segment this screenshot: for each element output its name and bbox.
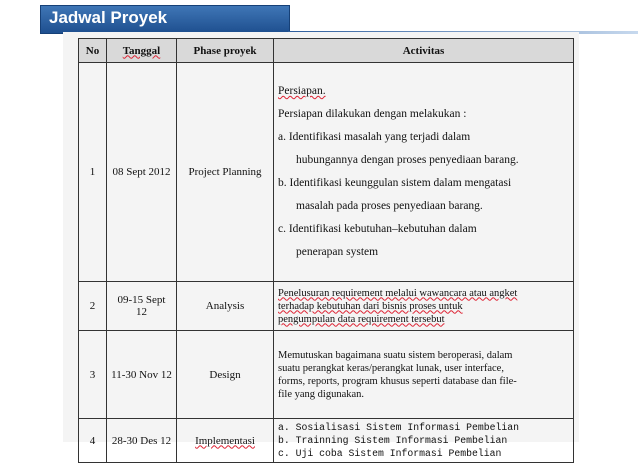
activity-line: Persiapan dilakukan dengan melakukan : bbox=[278, 108, 467, 120]
col-header-phase: Phase proyek bbox=[177, 39, 274, 63]
table-row bbox=[79, 63, 574, 282]
col-header-no: No bbox=[79, 39, 107, 63]
activity-line: hubungannya dengan proses penyediaan barang. bbox=[296, 154, 519, 166]
row-activitas bbox=[274, 282, 574, 331]
activity-line: file yang digunakan. bbox=[278, 388, 365, 400]
table-header-row bbox=[79, 39, 574, 63]
row-tanggal: 09-15 Sept 12 bbox=[107, 282, 177, 331]
col-header-tanggal: Tanggal bbox=[107, 39, 177, 63]
activity-line: Penelusuran requirement melalui wawancara atau angket bbox=[278, 287, 518, 299]
title-bar bbox=[40, 5, 290, 34]
table-row bbox=[79, 419, 574, 463]
activity-line: penerapan system bbox=[296, 246, 379, 258]
activity-line: pengumpulan data requirement tersebut bbox=[278, 313, 445, 325]
page-title: Jadwal Proyek bbox=[49, 8, 168, 27]
row-phase: Design bbox=[177, 331, 274, 419]
col-header-activitas: Activitas bbox=[274, 39, 574, 63]
activity-line: c. Uji coba Sistem Informasi Pembelian bbox=[278, 448, 502, 459]
row-tanggal: 08 Sept 2012 bbox=[107, 63, 177, 282]
activity-line: a. Identifikasi masalah yang terjadi dalam bbox=[278, 131, 471, 143]
table-row bbox=[79, 282, 574, 331]
row-no: 1 bbox=[79, 63, 107, 282]
activity-line: Persiapan. bbox=[278, 85, 326, 97]
activity-line: b. Identifikasi keunggulan sistem dalam mengatasi bbox=[278, 177, 512, 189]
row-tanggal: 28-30 Des 12 bbox=[107, 419, 177, 463]
activity-line: c. Identifikasi kebutuhan–kebutuhan dalam bbox=[278, 223, 477, 235]
activity-line: b. Trainning Sistem Informasi Pembelian bbox=[278, 435, 508, 446]
row-no: 2 bbox=[79, 282, 107, 331]
row-activitas bbox=[274, 63, 574, 282]
row-activitas bbox=[274, 419, 574, 463]
row-phase: Project Planning bbox=[177, 63, 274, 282]
activity-line: masalah pada proses penyediaan barang. bbox=[296, 200, 483, 212]
row-phase: Implementasi bbox=[177, 419, 274, 463]
activity-line: terhadap kebutuhan dari bisnis proses untuk bbox=[278, 300, 463, 312]
schedule-table bbox=[78, 38, 574, 463]
activity-line: suatu perangkat keras/perangkat lunak, user interface, bbox=[278, 362, 504, 374]
row-phase: Analysis bbox=[177, 282, 274, 331]
row-activitas bbox=[274, 331, 574, 419]
activity-line: a. Sosialisasi Sistem Informasi Pembelian bbox=[278, 422, 520, 433]
row-tanggal: 11-30 Nov 12 bbox=[107, 331, 177, 419]
activity-line: Memutuskan bagaimana suatu sistem beroperasi, dalam bbox=[278, 349, 513, 361]
row-no: 4 bbox=[79, 419, 107, 463]
activity-line: forms, reports, program khusus seperti database dan file- bbox=[278, 375, 517, 387]
row-no: 3 bbox=[79, 331, 107, 419]
table-row bbox=[79, 331, 574, 419]
